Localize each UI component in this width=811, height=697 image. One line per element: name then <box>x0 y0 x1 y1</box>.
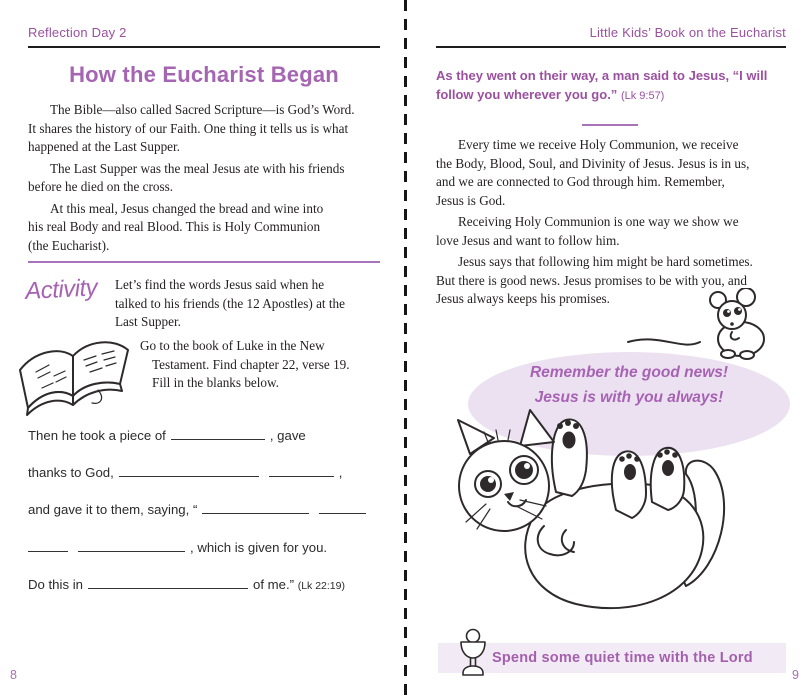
speech-bubble-text: Remember the good news! Jesus is with you always! <box>529 364 729 406</box>
page-title: How the Eucharist Began <box>69 62 339 87</box>
activity-divider <box>28 261 380 263</box>
blank-line[interactable] <box>28 538 68 552</box>
fill-in-row: , which is given for you. <box>28 538 327 555</box>
footer-text: Spend some quiet time with the Lord <box>492 650 753 666</box>
right-header-rule <box>436 46 786 48</box>
activity-intro: Let’s find the words Jesus said when he talked to his friends (the 12 Apostles) at the Last Supper. <box>115 277 346 329</box>
fill-in-row: Then he took a piece of , gave <box>28 428 306 443</box>
scripture-citation: (Lk 9:57) <box>620 90 665 102</box>
page-fold-dashed-divider <box>404 0 407 697</box>
page-number-right: 9 <box>792 668 799 682</box>
activity-label: Activity <box>24 274 98 306</box>
paragraph: Every time we receive Holy Communion, we receive the Body, Blood, Soul, and Divinity of Jesus. Jesus is in us, and we are connected to God through him. Remember, Jesus is God. <box>436 137 750 208</box>
paragraph: Receiving Holy Communion is one way we show we love Jesus and want to follow him. <box>436 214 739 248</box>
blank-line[interactable] <box>119 463 259 477</box>
fill-in-row: thanks to God, , <box>28 465 343 480</box>
open-book-icon <box>12 326 134 428</box>
blank-line[interactable] <box>202 500 309 514</box>
paragraph: The Last Supper was the meal Jesus ate with his friends before he died on the cross. <box>28 160 345 194</box>
paragraph: At this meal, Jesus changed the bread and wine into his real Body and real Blood. This is Holy Communion (the Eucharist). <box>28 200 324 253</box>
cat-icon <box>448 398 733 610</box>
blank-line[interactable] <box>171 426 265 440</box>
paragraph: The Bible—also called Sacred Scripture—is God’s Word. It shares the history of our Faith. One thing it tells us is what happened at the Last Supper. <box>28 102 355 154</box>
left-header-rule <box>28 46 380 48</box>
chalice-icon <box>456 628 490 678</box>
scripture-citation: (Lk 22:19) <box>297 580 345 592</box>
activity-instructions: Go to the book of Luke in the New Testament. Find chapter 22, verse 19. Fill in the blanks below. <box>140 338 350 390</box>
left-body-text <box>28 101 355 258</box>
blank-line[interactable] <box>269 463 334 477</box>
page-number-left: 8 <box>10 668 17 682</box>
right-body-text <box>436 136 753 312</box>
right-running-header: Little Kids’ Book on the Eucharist <box>589 25 786 40</box>
footer-bar <box>438 643 786 673</box>
blank-line[interactable] <box>78 538 185 552</box>
left-running-header: Reflection Day 2 <box>28 25 127 40</box>
paragraph: Jesus says that following him might be hard sometimes. But there is good news. Jesus promises to be with you, and Jesus always keeps his promises. <box>436 254 753 306</box>
fill-in-row: Do this in of me.” (Lk 22:19) <box>28 577 345 592</box>
blank-line[interactable] <box>88 575 248 589</box>
blank-line[interactable] <box>319 500 366 514</box>
fill-in-row: and gave it to them, saying, “ <box>28 500 371 517</box>
quote-divider <box>582 124 638 126</box>
scripture-quote: As they went on their way, a man said to Jesus, “I will follow you wherever you go.” (Lk 9:57) <box>436 68 768 102</box>
